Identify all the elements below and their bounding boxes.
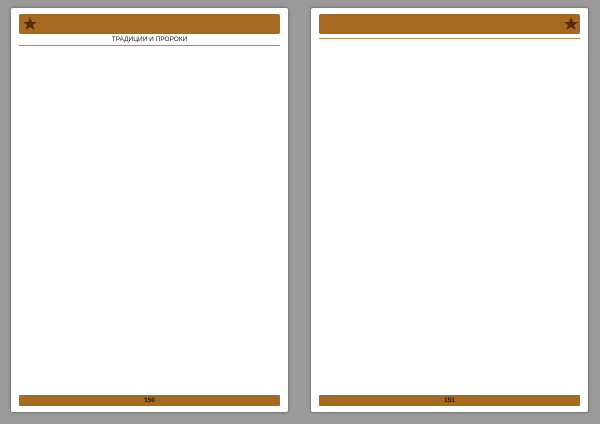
- right-page: [311, 8, 588, 412]
- left-header-bar: [19, 14, 280, 34]
- right-page-number: 151: [444, 397, 455, 404]
- left-page-number: 150: [144, 397, 155, 404]
- right-section-title: [319, 36, 580, 39]
- right-footer-bar: [319, 395, 580, 406]
- emblem-icon: [21, 15, 39, 33]
- right-header-bar: [319, 14, 580, 34]
- left-footer-bar: [19, 395, 280, 406]
- emblem-icon: [562, 15, 580, 33]
- left-section-title: ТРАДИЦИИ И ПРОРОКИ: [19, 36, 280, 46]
- left-page: [11, 8, 288, 412]
